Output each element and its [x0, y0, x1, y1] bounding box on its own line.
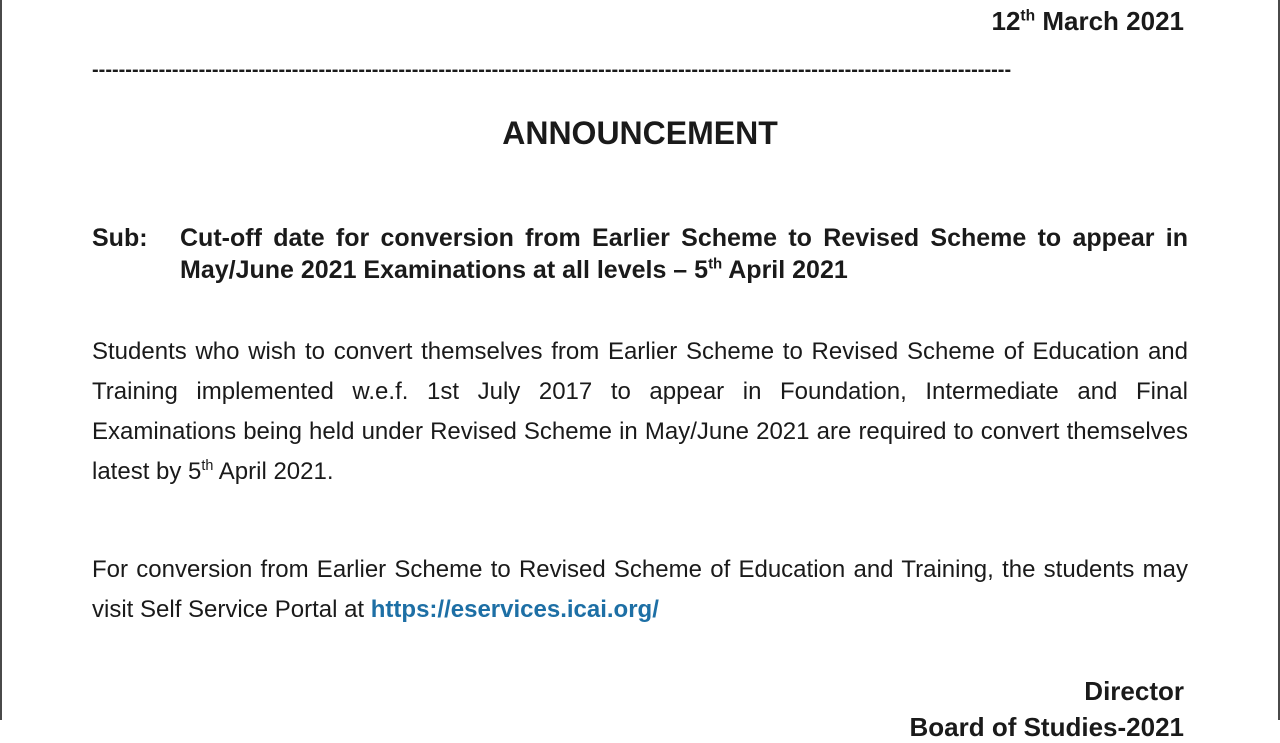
- paragraph-portal-info: [92, 550, 1188, 630]
- subject-sup: th: [708, 255, 723, 273]
- date-day: 12: [991, 6, 1021, 36]
- signatory-title: Director: [1084, 676, 1184, 706]
- date-rest: March 2021: [1035, 6, 1184, 36]
- paragraph1-sup: th: [201, 458, 214, 474]
- subject-label: Sub:: [92, 224, 148, 252]
- page-title: ANNOUNCEMENT: [502, 115, 778, 151]
- subject-line: [92, 222, 1188, 286]
- paragraph1-text-end: April 2021.: [213, 458, 334, 485]
- dashed-separator: ------------------------------------------------------------------------------------------------------------------------------------------: [92, 59, 1012, 81]
- subject-text-end: April 2021: [722, 256, 848, 284]
- self-service-portal-link[interactable]: https://eservices.icai.org/: [370, 596, 659, 623]
- document-date: [991, 6, 1184, 37]
- paragraph2-text: For conversion from Earlier Scheme to Revised Scheme of Education and Training, the students may visit Self Service Portal at: [92, 556, 1188, 623]
- paragraph1-text: Students who wish to convert themselves from Earlier Scheme to Revised Scheme of Education and Training implemented w.e.f. 1st July 2017 to appear in Foundation, Intermediate and Final Examinations being held under Revised Scheme in May/June 2021 are required to convert themselves latest by 5: [92, 338, 1188, 485]
- department-name: Board of Studies-2021: [909, 712, 1184, 742]
- subject-text: [180, 222, 1188, 286]
- subject-text-main: Cut-off date for conversion from Earlier Scheme to Revised Scheme to appear in May/June 2021 Examinations at all levels – 5: [180, 224, 1188, 284]
- paragraph-conversion-deadline: [92, 332, 1188, 492]
- date-suffix: th: [1020, 7, 1036, 25]
